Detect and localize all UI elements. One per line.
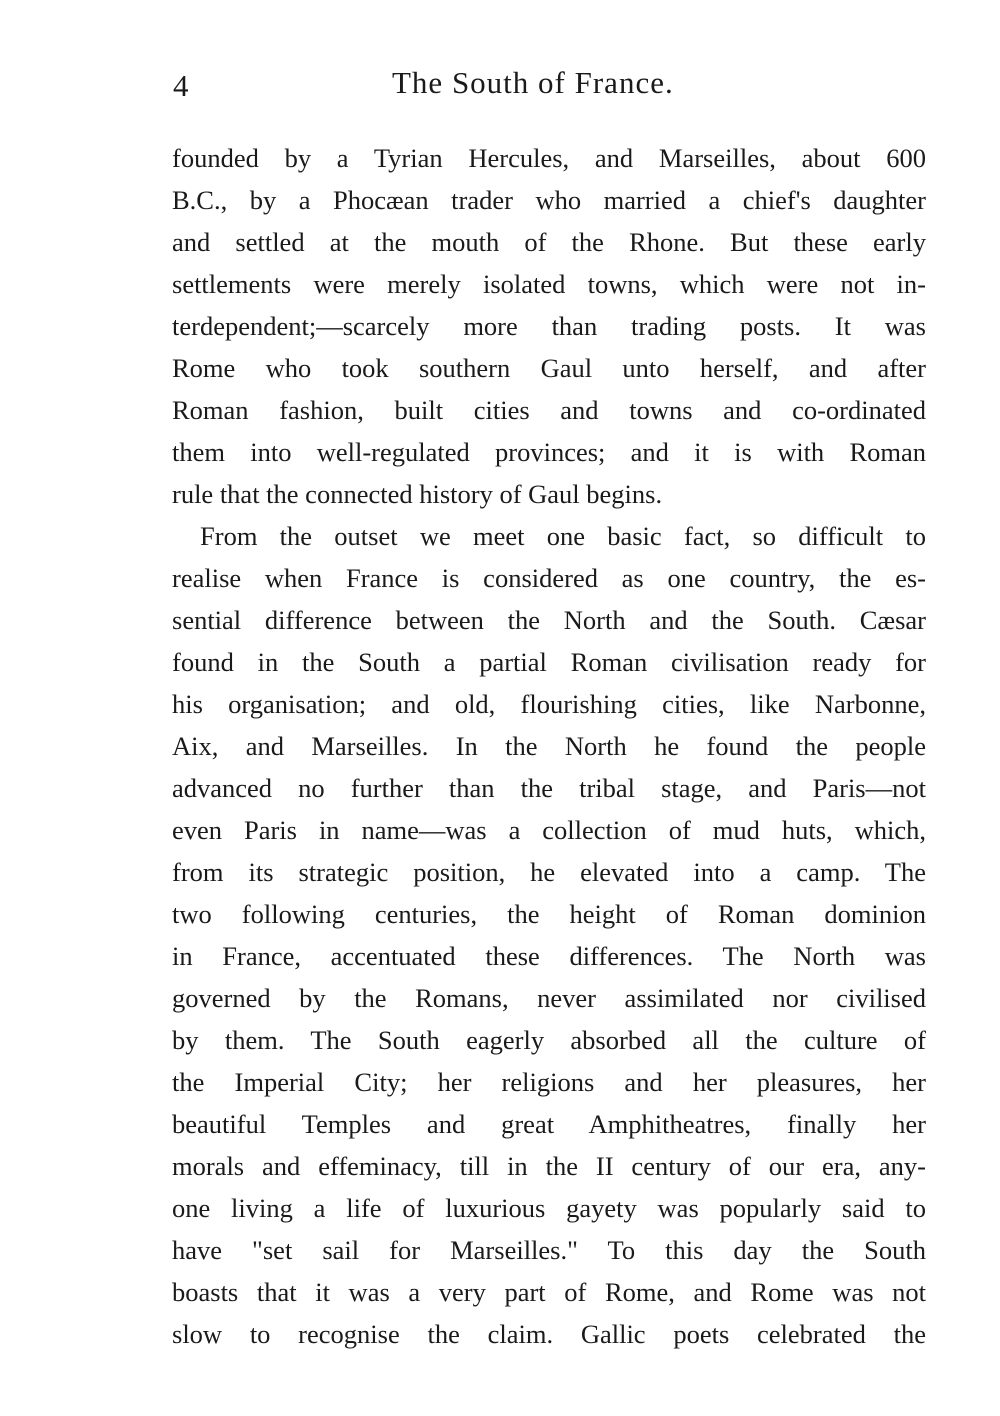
running-head: The South of France. (392, 65, 674, 100)
text-line: Roman fashion, built cities and towns and co-ordinated (172, 395, 926, 425)
text-line: have "set sail for Marseilles." To this day the South (172, 1235, 926, 1265)
text-line: by them. The South eagerly absorbed all the culture of (172, 1025, 926, 1055)
text-line: in France, accentuated these differences. The North was (172, 941, 926, 971)
text-line: them into well-regulated provinces; and it is with Roman (172, 437, 926, 467)
text-line: Rome who took southern Gaul unto herself, and after (172, 353, 926, 383)
paragraph-end-line: rule that the connected history of Gaul begins. (172, 479, 663, 509)
text-line: his organisation; and old, flourishing cities, like Narbonne, (172, 689, 926, 719)
text-line: the Imperial City; her religions and her pleasures, her (172, 1067, 926, 1097)
text-line: morals and effeminacy, till in the II century of our era, any- (172, 1151, 926, 1181)
text-line: settlements were merely isolated towns, which were not in- (172, 269, 926, 299)
body-text (172, 137, 926, 1355)
text-line: terdependent;—scarcely more than trading posts. It was (172, 311, 926, 341)
text-line: founded by a Tyrian Hercules, and Marseilles, about 600 (172, 143, 926, 173)
text-line: two following centuries, the height of Roman dominion (172, 899, 926, 929)
text-line: boasts that it was a very part of Rome, and Rome was not (172, 1277, 926, 1307)
text-line: realise when France is considered as one country, the es- (172, 563, 926, 593)
text-line: governed by the Romans, never assimilated nor civilised (172, 983, 926, 1013)
text-line: one living a life of luxurious gayety was popularly said to (172, 1193, 926, 1223)
text-line: and settled at the mouth of the Rhone. But these early (172, 227, 926, 257)
text-line: found in the South a partial Roman civilisation ready for (172, 647, 926, 677)
text-line: slow to recognise the claim. Gallic poets celebrated the (172, 1319, 926, 1349)
page-number: 4 (173, 68, 189, 103)
text-line: B.C., by a Phocæan trader who married a chief's daughter (172, 185, 926, 215)
text-line: beautiful Temples and great Amphitheatres, finally her (172, 1109, 926, 1139)
paragraph-start-line: From the outset we meet one basic fact, so difficult to (200, 521, 926, 551)
text-line: sential difference between the North and the South. Cæsar (172, 605, 926, 635)
text-line: even Paris in name—was a collection of mud huts, which, (172, 815, 926, 845)
text-line: from its strategic position, he elevated into a camp. The (172, 857, 926, 887)
text-line: Aix, and Marseilles. In the North he found the people (172, 731, 926, 761)
text-line: advanced no further than the tribal stage, and Paris—not (172, 773, 926, 803)
